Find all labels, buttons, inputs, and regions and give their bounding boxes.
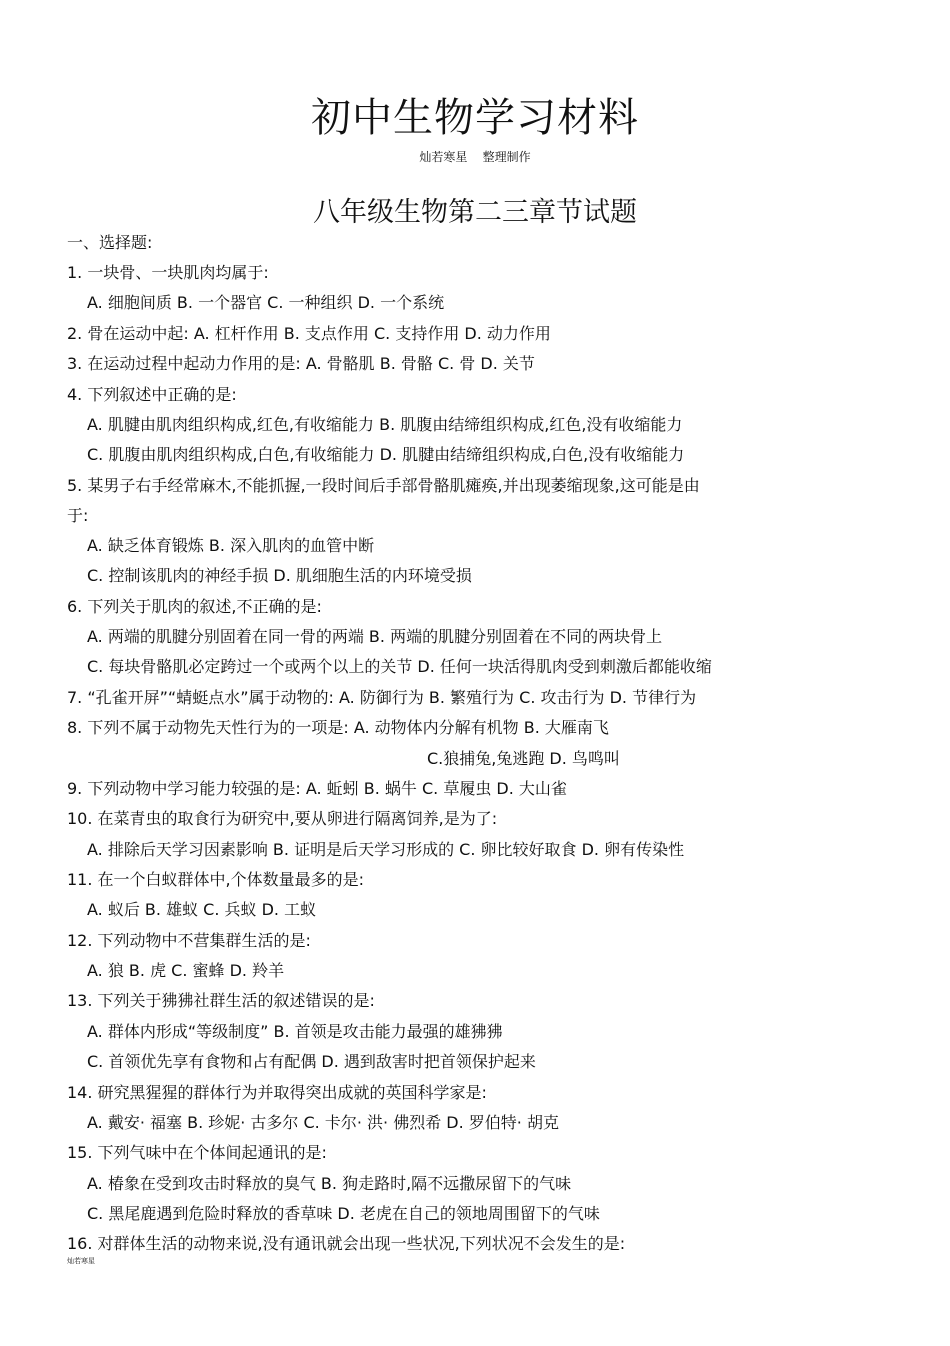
page-subtitle: 灿若寒星 整理制作 [419, 150, 531, 164]
section-heading: 一、选择题: [67, 233, 153, 252]
question-line: 13. 下列关于狒狒社群生活的叙述错误的是: [67, 991, 375, 1010]
option-line: A. 群体内形成“等级制度” B. 首领是攻击能力最强的雄狒狒 [87, 1022, 503, 1041]
option-line: A. 两端的肌腱分别固着在同一骨的两端 B. 两端的肌腱分别固着在不同的两块骨上 [87, 627, 663, 646]
question-line: 5. 某男子右手经常麻木,不能抓握,一段时间后手部骨骼肌瘫痪,并出现萎缩现象,这可能是由 [67, 476, 700, 495]
page-title: 初中生物学习材料 [311, 95, 639, 141]
question-line: 于: [67, 506, 89, 525]
option-line: A. 戴安· 福塞 B. 珍妮· 古多尔 C. 卡尔· 洪· 佛烈希 D. 罗伯特· 胡克 [87, 1113, 559, 1132]
page-footer: 灿若寒星 [67, 1257, 95, 1265]
option-line: C. 肌腹由肌肉组织构成,白色,有收缩能力 D. 肌腱由结缔组织构成,白色,没有收缩能力 [87, 445, 685, 464]
question-line: 6. 下列关于肌肉的叙述,不正确的是: [67, 597, 322, 616]
option-line: A. 细胞间质 B. 一个器官 C. 一种组织 D. 一个系统 [87, 293, 445, 312]
option-line: A. 椿象在受到攻击时释放的臭气 B. 狗走路时,隔不远撒尿留下的气味 [87, 1174, 572, 1193]
question-line: 9. 下列动物中学习能力较强的是: A. 蚯蚓 B. 蜗牛 C. 草履虫 D. 大山雀 [67, 779, 567, 798]
question-line: 15. 下列气味中在个体间起通讯的是: [67, 1143, 327, 1162]
option-line: A. 肌腱由肌肉组织构成,红色,有收缩能力 B. 肌腹由结缔组织构成,红色,没有收缩能力 [87, 415, 683, 434]
option-line: C. 黑尾鹿遇到危险时释放的香草味 D. 老虎在自己的领地周围留下的气味 [87, 1204, 600, 1223]
question-line: 1. 一块骨、一块肌肉均属于: [67, 263, 269, 282]
option-line: C. 控制该肌肉的神经手损 D. 肌细胞生活的内环境受损 [87, 566, 472, 585]
option-line: A. 蚁后 B. 雄蚁 C. 兵蚁 D. 工蚁 [87, 900, 317, 919]
question-line: 2. 骨在运动中起: A. 杠杆作用 B. 支点作用 C. 支持作用 D. 动力作用 [67, 324, 551, 343]
question-line: 12. 下列动物中不营集群生活的是: [67, 931, 311, 950]
option-line: A. 狼 B. 虎 C. 蜜蜂 D. 羚羊 [87, 961, 285, 980]
question-line: 14. 研究黑猩猩的群体行为并取得突出成就的英国科学家是: [67, 1083, 487, 1102]
question-line: 8. 下列不属于动物先天性行为的一项是: A. 动物体内分解有机物 B. 大雁南飞 [67, 718, 609, 737]
question-line: 7. “孔雀开屏”“蜻蜓点水”属于动物的: A. 防御行为 B. 繁殖行为 C. 攻击行为 D. 节律行为 [67, 688, 697, 707]
exam-title: 八年级生物第二三章节试题 [313, 197, 637, 228]
question-line: 3. 在运动过程中起动力作用的是: A. 骨骼肌 B. 骨骼 C. 骨 D. 关节 [67, 354, 535, 373]
question-line: 16. 对群体生活的动物来说,没有通讯就会出现一些状况,下列状况不会发生的是: [67, 1234, 626, 1253]
option-line: C. 首领优先享有食物和占有配偶 D. 遇到敌害时把首领保护起来 [87, 1052, 536, 1071]
option-line: C. 每块骨骼肌必定跨过一个或两个以上的关节 D. 任何一块活得肌肉受到刺激后都能收缩 [87, 657, 712, 676]
option-line: A. 缺乏体育锻炼 B. 深入肌肉的血管中断 [87, 536, 375, 555]
option-line: A. 排除后天学习因素影响 B. 证明是后天学习形成的 C. 卵比较好取食 D. 卵有传染性 [87, 840, 685, 859]
question-line: 10. 在菜青虫的取食行为研究中,要从卵进行隔离饲养,是为了: [67, 809, 498, 828]
question-line: 4. 下列叙述中正确的是: [67, 385, 237, 404]
question-line: 11. 在一个白蚁群体中,个体数量最多的是: [67, 870, 365, 889]
option-line: C.狼捕兔,兔逃跑 D. 鸟鸣叫 [427, 749, 620, 768]
